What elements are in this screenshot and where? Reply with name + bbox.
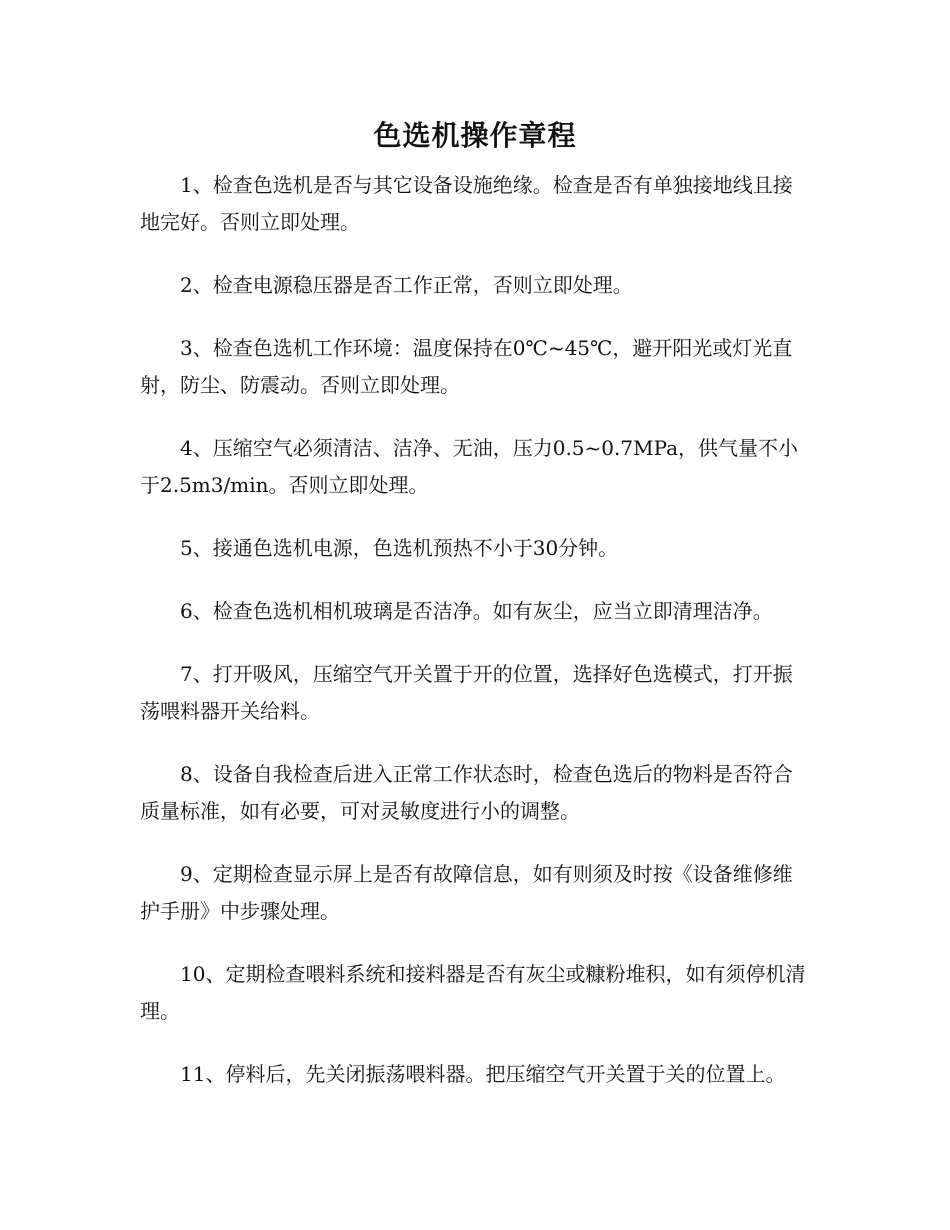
document-title: 色选机操作章程: [373, 119, 577, 152]
paragraph-10: 10、定期检查喂料系统和接料器是否有灰尘或糠粉堆积，如有须停机清理。: [140, 962, 806, 1024]
paragraph-2: 2、检查电源稳压器是否工作正常，否则立即处理。: [180, 273, 633, 298]
paragraph-11: 11、停料后，先关闭振荡喂料器。把压缩空气开关置于关的位置上。: [180, 1062, 786, 1087]
paragraph-1: 1、检查色选机是否与其它设备设施绝缘。检查是否有单独接地线且接地完好。否则立即处理。: [140, 173, 793, 235]
paragraph-9: 9、定期检查显示屏上是否有故障信息，如有则须及时按《设备维修维护手册》中步骤处理。: [140, 862, 793, 924]
paragraph-7: 7、打开吸风，压缩空气开关置于开的位置，选择好色选模式，打开振荡喂料器开关给料。: [140, 662, 793, 724]
paragraph-6: 6、检查色选机相机玻璃是否洁净。如有灰尘，应当立即清理洁净。: [180, 599, 773, 624]
document-body: [140, 167, 810, 1093]
paragraph-4: 4、压缩空气必须清洁、洁净、无油，压力0.5~0.7MPa，供气量不小于2.5m3/min。否则立即处理。: [140, 436, 799, 498]
paragraph-8: 8、设备自我检查后进入正常工作状态时，检查色选后的物料是否符合质量标准，如有必要，可对灵敏度进行小的调整。: [140, 762, 793, 824]
paragraph-3: 3、检查色选机工作环境：温度保持在0℃~45℃，避开阳光或灯光直射，防尘、防震动。否则立即处理。: [140, 336, 793, 398]
paragraph-5: 5、接通色选机电源，色选机预热不小于30分钟。: [180, 536, 619, 561]
